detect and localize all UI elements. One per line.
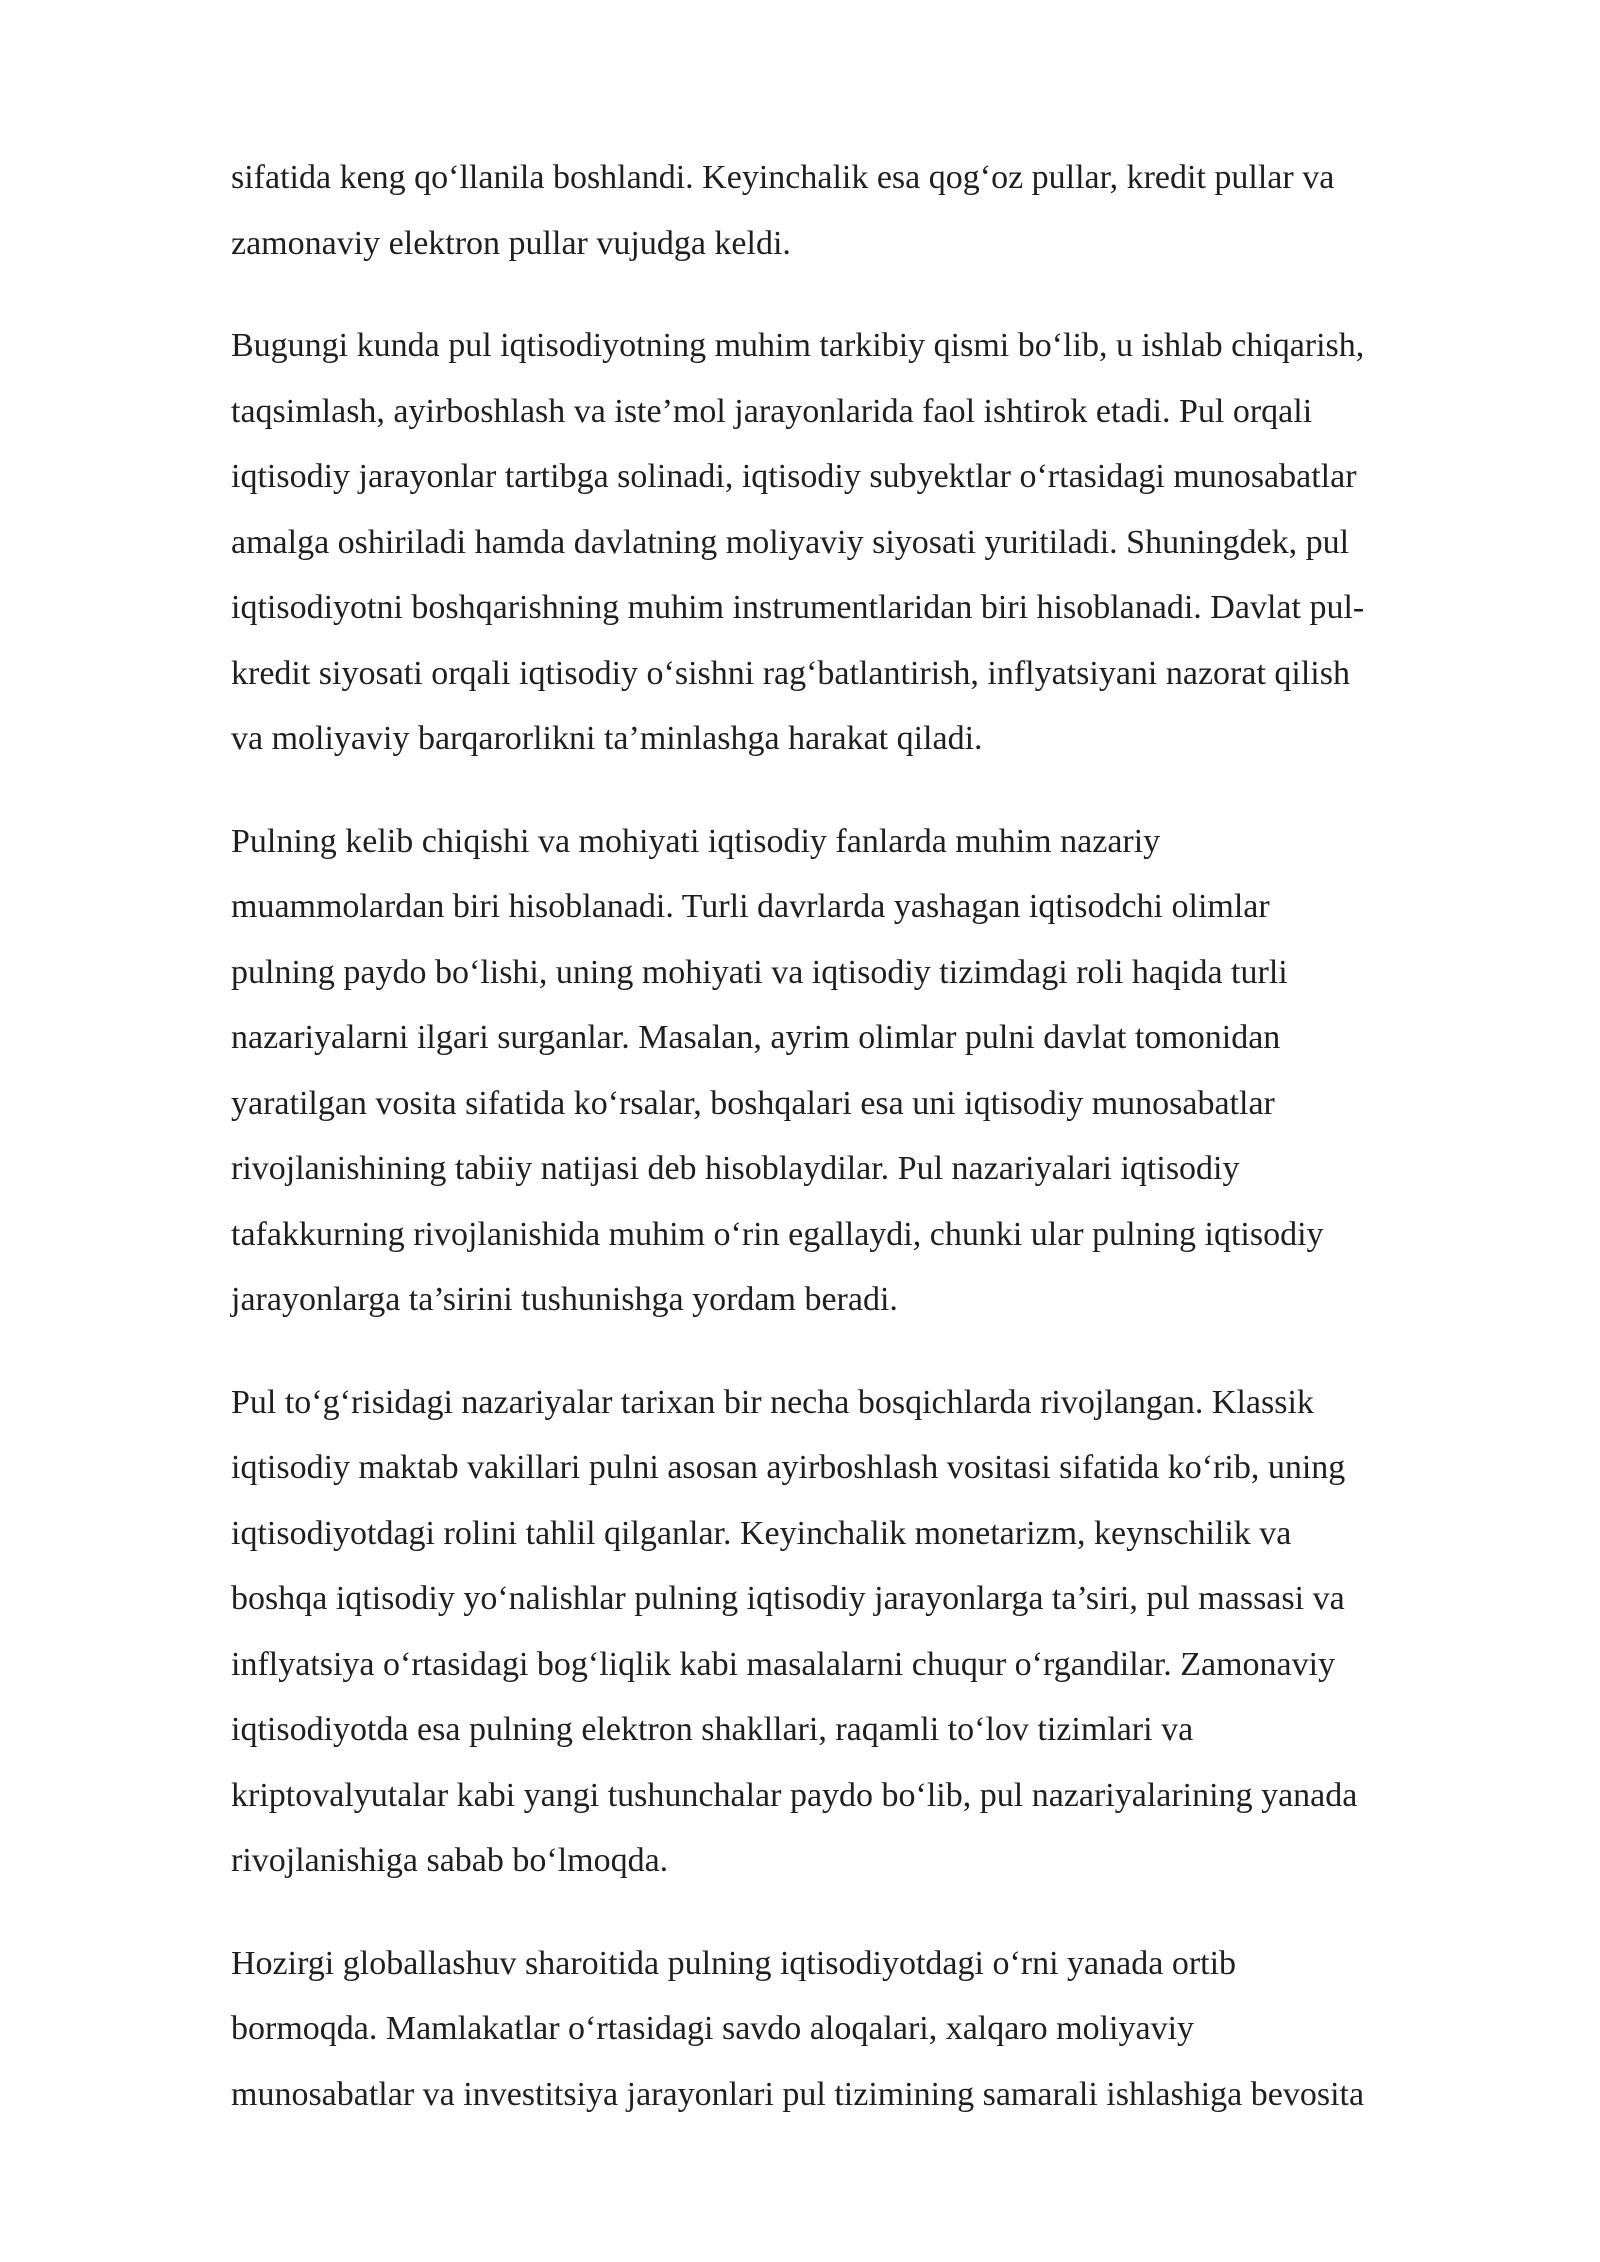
text-line: va moliyaviy barqarorlikni ta’minlashga harakat qiladi. <box>231 720 983 757</box>
text-line: boshqa iqtisodiy yo‘nalishlar pulning iqtisodiy jarayonlarga ta’siri, pul massasi va <box>231 1580 1345 1617</box>
text-line: muammolardan biri hisoblanadi. Turli davrlarda yashagan iqtisodchi olimlar <box>231 888 1270 925</box>
text-line: Pulning kelib chiqishi va mohiyati iqtisodiy fanlarda muhim nazariy <box>231 822 1161 860</box>
text-line: iqtisodiy maktab vakillari pulni asosan ayirboshlash vositasi sifatida ko‘rib, uning <box>231 1449 1346 1486</box>
text-line: yaratilgan vosita sifatida ko‘rsalar, boshqalari esa uni iqtisodiy munosabatlar <box>231 1084 1275 1122</box>
text-line: taqsimlash, ayirboshlash va iste’mol jarayonlarida faol ishtirok etadi. Pul orqali <box>231 392 1313 430</box>
text-line: Bugungi kunda pul iqtisodiyotning muhim tarkibiy qismi bo‘lib, u ishlab chiqarish, <box>231 327 1365 364</box>
text-line: inflyatsiya o‘rtasidagi bog‘liqlik kabi masalalarni chuqur o‘rgandilar. Zamonaviy <box>231 1645 1336 1683</box>
text-line: amalga oshiriladi hamda davlatning moliyaviy siyosati yuritiladi. Shuningdek, pul <box>231 523 1350 561</box>
paragraph-5 <box>231 1931 1491 2128</box>
text-line: iqtisodiyotda esa pulning elektron shakllari, raqamli to‘lov tizimlari va <box>231 1711 1194 1748</box>
paragraph-3 <box>231 809 1491 1333</box>
paragraph-2 <box>231 313 1491 772</box>
text-line: zamonaviy elektron pullar vujudga keldi. <box>231 224 791 262</box>
paragraph-1 <box>231 145 1491 276</box>
text-line: kriptovalyutalar kabi yangi tushunchalar paydo bo‘lib, pul nazariyalarining yanada <box>231 1776 1358 1814</box>
text-line: nazariyalarni ilgari surganlar. Masalan, ayrim olimlar pulni davlat tomonidan <box>231 1019 1281 1056</box>
text-line: Hozirgi globallashuv sharoitida pulning iqtisodiyotdagi o‘rni yanada ortib <box>231 1944 1237 1982</box>
text-line: pulning paydo bo‘lishi, uning mohiyati va iqtisodiy tizimdagi roli haqida turli <box>231 953 1288 991</box>
text-line: Pul to‘g‘risidagi nazariyalar tarixan bir necha bosqichlarda rivojlangan. Klassik <box>231 1383 1314 1421</box>
text-line: kredit siyosati orqali iqtisodiy o‘sishni rag‘batlantirish, inflyatsiyani nazorat qilish <box>231 654 1350 692</box>
text-line: iqtisodiyotdagi rolini tahlil qilganlar. Keyinchalik monetarizm, keynschilik va <box>231 1514 1292 1552</box>
paragraph-4 <box>231 1370 1491 1894</box>
document-body <box>231 145 1491 2164</box>
text-line: jarayonlarga ta’sirini tushunishga yordam beradi. <box>231 1281 898 1318</box>
text-line: iqtisodiyotni boshqarishning muhim instrumentlaridan biri hisoblanadi. Davlat pul- <box>231 589 1365 626</box>
text-line: rivojlanishiga sabab bo‘lmoqda. <box>231 1842 669 1879</box>
text-line: sifatida keng qo‘llanila boshlandi. Keyinchalik esa qog‘oz pullar, kredit pullar va <box>231 159 1335 196</box>
text-line: bormoqda. Mamlakatlar o‘rtasidagi savdo aloqalari, xalqaro moliyaviy <box>231 2010 1195 2047</box>
text-line: tafakkurning rivojlanishida muhim o‘rin egallaydi, chunki ular pulning iqtisodiy <box>231 1215 1324 1253</box>
text-line: rivojlanishining tabiiy natijasi deb hisoblaydilar. Pul nazariyalari iqtisodiy <box>231 1150 1240 1187</box>
text-line: munosabatlar va investitsiya jarayonlari pul tizimining samarali ishlashiga bevosita <box>231 2075 1365 2113</box>
text-line: iqtisodiy jarayonlar tartibga solinadi, iqtisodiy subyektlar o‘rtasidagi munosabatlar <box>231 458 1357 495</box>
